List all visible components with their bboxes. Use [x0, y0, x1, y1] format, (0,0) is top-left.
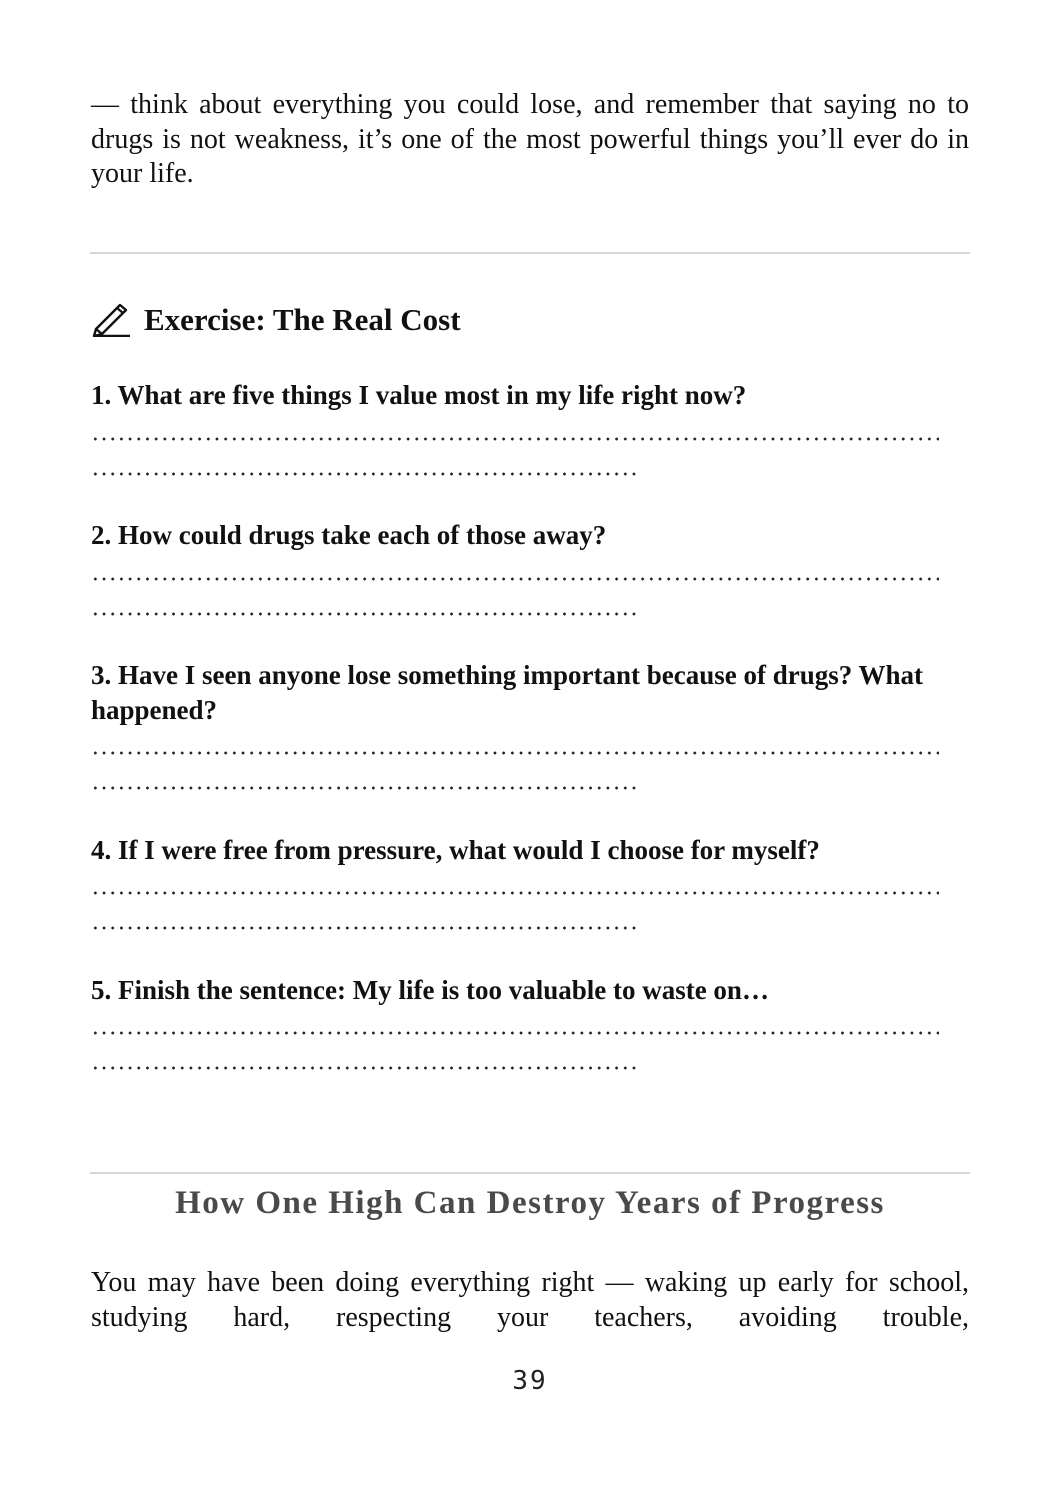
answer-line[interactable]	[91, 436, 939, 442]
exercise-title	[92, 300, 461, 340]
intro-paragraph: — think about everything you could lose, and remember that saying no to drugs is not weakness, it’s one of the most powerful things you’ll ever do in your life.	[91, 89, 969, 189]
answer-line[interactable]	[91, 576, 939, 582]
exercise-title-text: Exercise: The Real Cost	[144, 302, 461, 337]
section-paragraph: You may have been doing everything right — waking up early for school, studying hard, respecting your teachers, avoiding trouble,	[91, 1267, 969, 1333]
question-3: 3. Have I seen anyone lose something important because of drugs? What happened?	[91, 660, 924, 725]
section-divider-top	[90, 252, 970, 254]
question-2: 2. How could drugs take each of those away?	[91, 520, 607, 550]
answer-line[interactable]	[91, 471, 636, 477]
answer-line[interactable]	[91, 1030, 939, 1036]
answer-line[interactable]	[91, 1065, 636, 1071]
answer-line[interactable]	[91, 925, 636, 931]
answer-line[interactable]	[91, 750, 939, 756]
answer-line[interactable]	[91, 611, 636, 617]
answer-line[interactable]	[91, 785, 636, 791]
section-divider-bottom	[90, 1172, 970, 1174]
page-number: 39	[512, 1366, 548, 1396]
answer-line[interactable]	[91, 890, 939, 896]
question-4: 4. If I were free from pressure, what would I choose for myself?	[91, 835, 820, 865]
question-1: 1. What are five things I value most in my life right now?	[91, 380, 747, 410]
question-5: 5. Finish the sentence: My life is too valuable to waste on…	[91, 975, 769, 1005]
pencil-writing-icon	[92, 303, 132, 337]
section-heading: How One High Can Destroy Years of Progress	[175, 1185, 885, 1221]
